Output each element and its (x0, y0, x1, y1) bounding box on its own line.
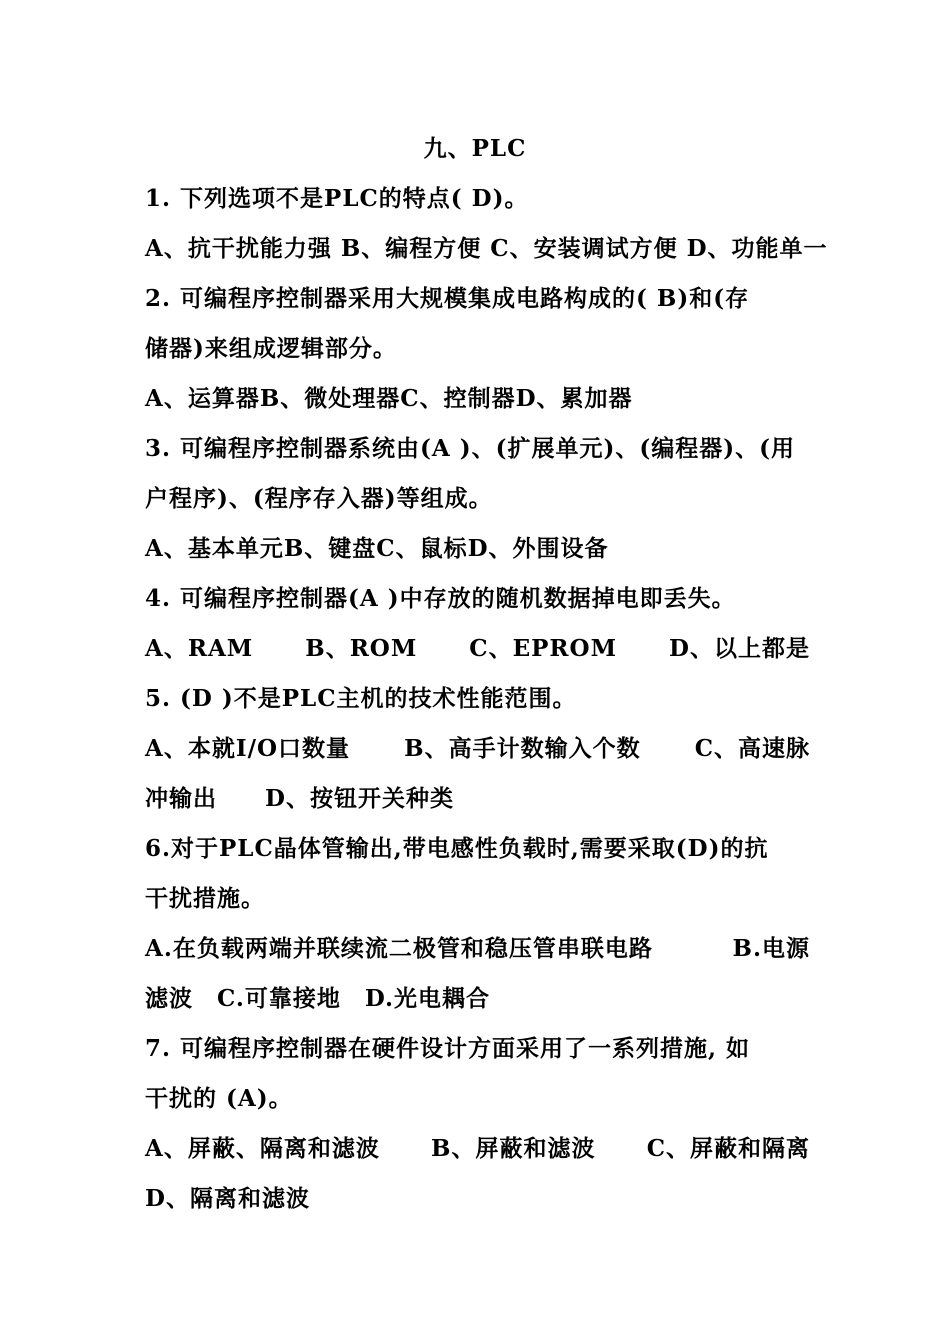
option-b: B、ROM (305, 635, 418, 662)
option-a: A、本就I/O口数量 (145, 735, 351, 762)
question-1: 1. 下列选项不是PLC的特点( D)。 (145, 185, 529, 212)
question-5-options-cont: 冲输出 D、按钮开关种类 (145, 785, 454, 812)
question-2: 2. 可编程序控制器采用大规模集成电路构成的( B)和(存 (145, 285, 750, 312)
question-3-cont: 户程序)、(程序存入器)等组成。 (145, 485, 493, 512)
question-6-options (145, 934, 810, 964)
option-c: C、高速脉 (694, 735, 810, 762)
option-c: C、EPROM (469, 635, 618, 662)
question-4-options (145, 634, 810, 664)
question-5: 5. (D )不是PLC主机的技术性能范围。 (145, 685, 577, 712)
option-b: B、高手计数输入个数 (404, 735, 641, 762)
question-1-options: A、抗干扰能力强 B、编程方便 C、安装调试方便 D、功能单一 (145, 235, 828, 262)
question-6-cont: 干扰措施。 (145, 885, 265, 912)
question-7-cont: 干扰的 (A)。 (145, 1085, 293, 1112)
option-b: B.电源 (732, 935, 810, 962)
question-2-options: A、运算器B、微处理器C、控制器D、累加器 (145, 385, 633, 412)
option-a: A、RAM (145, 635, 254, 662)
option-a: A.在负载两端并联续流二极管和稳压管串联电路 (145, 935, 653, 962)
option-c: C、屏蔽和隔离 (646, 1135, 810, 1162)
document-title: 九、PLC (423, 135, 527, 162)
question-7: 7. 可编程序控制器在硬件设计方面采用了一系列措施, 如 (145, 1035, 751, 1062)
question-7-options-cont: D、隔离和滤波 (145, 1185, 310, 1212)
question-3: 3. 可编程序控制器系统由(A )、(扩展单元)、(编程器)、(用 (145, 435, 796, 462)
option-b: B、屏蔽和滤波 (431, 1135, 596, 1162)
question-6: 6.对于PLC晶体管输出,带电感性负载时,需要采取(D)的抗 (145, 835, 769, 862)
question-5-options (145, 734, 810, 764)
option-d: D、以上都是 (669, 635, 810, 662)
option-a: A、屏蔽、隔离和滤波 (145, 1135, 380, 1162)
question-6-options-cont: 滤波 C.可靠接地 D.光电耦合 (145, 985, 491, 1012)
question-3-options: A、基本单元B、键盘C、鼠标D、外围设备 (145, 535, 609, 562)
question-4: 4. 可编程序控制器(A )中存放的随机数据掉电即丢失。 (145, 585, 736, 612)
question-2-cont: 储器)来组成逻辑部分。 (145, 335, 397, 362)
question-7-options (145, 1134, 810, 1164)
